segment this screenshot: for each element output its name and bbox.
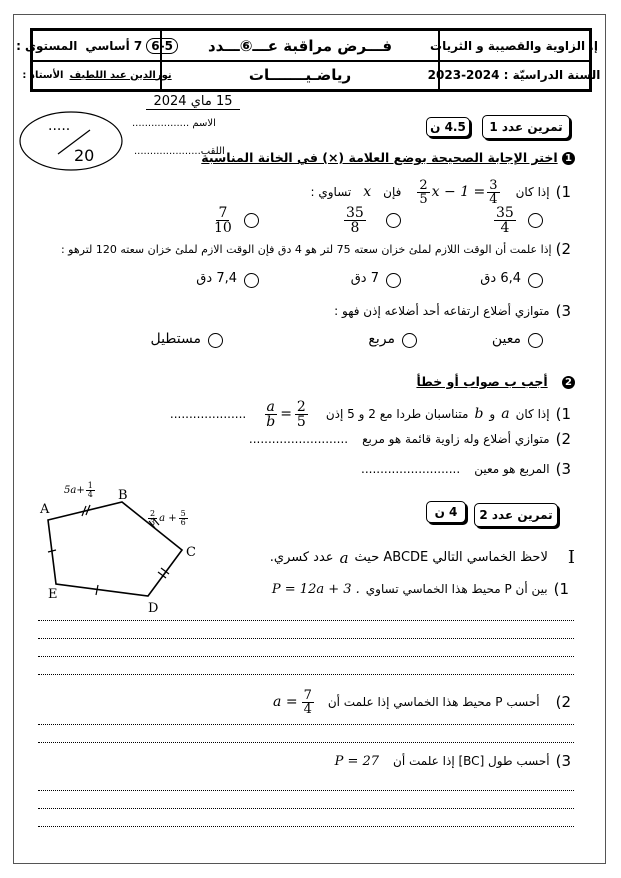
level-label: المستوى :: [16, 39, 78, 53]
part1-instruction-text: اختر الإجابة الصحيحة بوضع العلامة (×) في الخانة المناسبة: [201, 150, 558, 165]
q2-option2: 7 دق: [350, 271, 379, 286]
answer-line[interactable]: [38, 638, 574, 639]
part1-instruction: [201, 150, 575, 165]
q2-option3-radio[interactable]: [244, 273, 259, 288]
q3-line: [334, 302, 571, 320]
s1-number: 1): [555, 405, 571, 423]
q1-equation: $\frac{2}{5}$ x − 1 = $\frac{3}{4}$: [419, 177, 498, 207]
s1-b: b: [474, 406, 484, 422]
vertex-d: D: [148, 601, 159, 616]
q3-number: 3): [555, 302, 571, 320]
level-value: 7 أساسي: [85, 39, 143, 53]
s2-line: [249, 430, 571, 448]
ex2-q2-text: أحسب P محيط هذا الخماسي إذا علمت أن: [327, 695, 540, 709]
s3-blank[interactable]: ..........................: [361, 462, 461, 476]
q2-text: إذا علمت أن الوقت اللازم لملئ خزان سعته 75 لتر هو 4 دق فإن الوقت الازم لملئ خزان سعته 120 لترهو :: [60, 242, 552, 256]
school-name: إ. الزاوية والقصيبة و الثريات: [438, 30, 590, 62]
q2-line: [61, 240, 571, 258]
q1-ending: تساوي :: [310, 185, 352, 199]
q2-option2-radio[interactable]: [386, 273, 401, 288]
q1-option1-radio[interactable]: [528, 213, 543, 228]
s1-text: متناسبان طردا مع 2 و 5 إذن: [325, 407, 469, 421]
ex2-q2-line: [273, 684, 571, 720]
ex2-q2-equation: a = $\frac{7}{4}$: [273, 687, 312, 717]
ex2-part-number: I: [567, 547, 575, 568]
score-box: [18, 110, 124, 172]
q3-option3: مستطيل: [150, 331, 201, 347]
ex2-q1-number: 1): [553, 580, 569, 598]
teacher-label: الأستاذ :: [22, 69, 64, 81]
s1-equation: $\frac{a}{b}$ = $\frac{2}{5}$: [266, 398, 306, 430]
q3-option3-radio[interactable]: [208, 333, 223, 348]
answer-line[interactable]: [38, 724, 574, 725]
answer-line[interactable]: [38, 826, 574, 827]
ex2-q1-formula: P = 12a + 3 .: [271, 581, 360, 597]
s1-prefix: إذا كان: [515, 407, 550, 421]
level-cell: [16, 30, 173, 62]
header-table: [16, 28, 601, 92]
s1-blank[interactable]: ....................: [169, 407, 247, 421]
answer-line[interactable]: [38, 674, 574, 675]
ex2-intro-var: a: [339, 548, 349, 567]
class-badge: 6-5: [146, 38, 178, 54]
part2-instruction-text: أجب ب صواب أو خطأ: [416, 374, 548, 389]
answer-line[interactable]: [38, 790, 574, 791]
q1-prefix: إذا كان: [515, 185, 550, 199]
vertex-e: E: [48, 587, 58, 602]
q2-option1: 6,4 دق: [480, 271, 521, 286]
ex2-q3-number: 3): [555, 752, 571, 770]
score-total: 20: [74, 146, 95, 165]
q1-option3-radio[interactable]: [244, 213, 259, 228]
ex2-q1-text: بين أن P محيط هذا الخماسي تساوي: [365, 582, 548, 596]
q3-option1: معين: [491, 331, 521, 347]
answer-line[interactable]: [38, 656, 574, 657]
side-ab-label: 5a+ $\frac{1}{4}$: [64, 481, 93, 499]
q1-option2: $\frac{35}{8}$: [346, 205, 364, 236]
q1-var: x: [363, 184, 372, 200]
s2-text: متوازي أضلاع وله زاوية قائمة هو مربع: [362, 432, 550, 446]
q3-option2: مربع: [368, 331, 395, 347]
s3-number: 3): [555, 460, 571, 478]
q2-option3: 7,4 دق: [196, 271, 237, 286]
exercise2-label: تمرين عدد 2: [474, 503, 558, 527]
school-year: السنة الدراسيّة : 2024-2023: [438, 60, 590, 90]
teacher-cell: [22, 60, 172, 90]
s2-blank[interactable]: ..........................: [248, 432, 349, 446]
answer-line[interactable]: [38, 808, 574, 809]
exam-date: 15 ماي 2024: [146, 94, 240, 110]
name-field[interactable]: الاسم ..................: [132, 118, 216, 129]
ex2-q3-text: أحسب طول [BC] إذا علمت أن: [393, 754, 550, 768]
s3-text: المربع هو معين: [474, 462, 550, 476]
score-placeholder: .....: [48, 118, 71, 134]
exercise2-points: 4 ن: [426, 501, 466, 523]
ex2-intro-end: عدد كسري.: [269, 550, 334, 565]
ex2-q3-formula: P = 27: [334, 753, 380, 769]
side-bc-label: $\frac{2}{3}$ a + $\frac{5}{6}$: [150, 509, 186, 527]
q1-option3: $\frac{7}{10}$: [214, 205, 232, 236]
subject: رياضـيـــــــات: [160, 60, 440, 90]
s2-number: 2): [555, 430, 571, 448]
q1-option1: $\frac{35}{4}$: [496, 205, 514, 236]
exam-title: فـــرض مراقبة عـــ⑥ـــدد: [160, 30, 440, 62]
part2-number: 2: [562, 376, 575, 389]
ex2-intro-text: لاحظ الخماسي التالي ABCDE حيث: [354, 550, 548, 565]
s1-a: a: [501, 406, 510, 422]
q3-option2-radio[interactable]: [402, 333, 417, 348]
q3-option1-radio[interactable]: [528, 333, 543, 348]
part2-instruction: [416, 374, 575, 389]
q2-number: 2): [555, 240, 571, 258]
surname-field[interactable]: اللقب.....................: [134, 146, 225, 157]
q1-number: 1): [555, 183, 571, 201]
ex2-q3-line: [335, 752, 571, 770]
s1-and: و: [489, 407, 496, 421]
ex2-intro: [270, 547, 575, 568]
vertex-a: A: [40, 502, 50, 517]
vertex-b: B: [118, 488, 128, 503]
ex2-q1-line: [272, 580, 569, 598]
vertex-c: C: [186, 545, 196, 560]
exercise1-points: 4.5 ن: [426, 117, 470, 137]
q3-text: متوازي أضلاع ارتفاعه أحد أضلاعه إذن فهو :: [334, 304, 550, 318]
part1-number: 1: [562, 152, 575, 165]
ex2-q2-number: 2): [555, 693, 571, 711]
s3-line: [361, 460, 571, 478]
q1-suffix: فإن: [383, 185, 402, 199]
answer-line[interactable]: [38, 620, 574, 621]
q2-option1-radio[interactable]: [528, 273, 543, 288]
s1-line: [170, 396, 571, 432]
answer-line[interactable]: [38, 742, 574, 743]
q1-option2-radio[interactable]: [386, 213, 401, 228]
teacher-name: نورالدين عبد اللطيف: [69, 69, 172, 81]
exercise1-label: تمرين عدد 1: [482, 115, 570, 139]
